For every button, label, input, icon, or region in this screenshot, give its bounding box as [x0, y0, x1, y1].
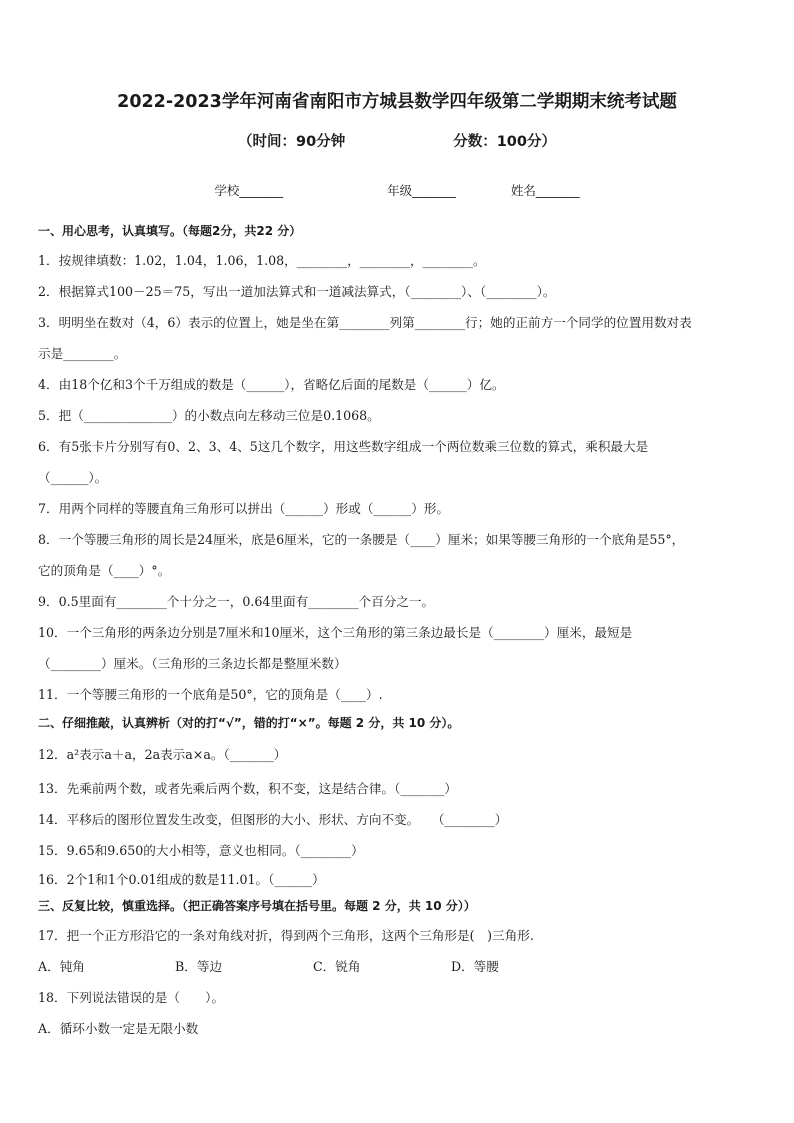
question-line: 16．2个1和1个0.01组成的数是11.01。（______）	[38, 872, 325, 887]
question-line: 14．平移后的图形位置发生改变，但图形的大小、形状、方向不变。 （________）	[38, 812, 508, 827]
school-field: 学校_______	[214, 183, 284, 198]
question-line: 9．0.5里面有________个十分之一，0.64里面有________个百分之一。	[38, 594, 435, 609]
question-line: 5．把（______________）的小数点向左移动三位是0.1068。	[38, 408, 380, 423]
question-line: 18．下列说法错误的是（ ）。	[38, 990, 225, 1005]
question-line: 7．用两个同样的等腰直角三角形可以拼出（______）形或（______）形。	[38, 501, 450, 516]
exam-time: （时间：90分钟	[238, 134, 346, 150]
choice-row	[38, 951, 762, 982]
section-heading: 三、反复比较，慎重选择。（把正确答案序号填在括号里。每题 2 分，共 10 分））	[38, 899, 476, 913]
question-line: 13．先乘前两个数，或者先乘后两个数，积不变，这是结合律。（_______）	[38, 781, 458, 796]
question-line: （______）。	[38, 470, 108, 485]
question-line: 8．一个等腰三角形的周长是24厘米，底是6厘米，它的一条腰是（____）厘米；如果等腰三角形的一个底角是55°，	[38, 532, 685, 547]
choice-c[interactable]: C．锐角	[313, 959, 361, 974]
grade-field: 年级_______	[387, 183, 456, 198]
question-line: 15．9.65和9.650的大小相等，意义也相同。（________）	[38, 843, 364, 858]
name-field: 姓名_______	[510, 183, 580, 198]
choice-b[interactable]: B．等边	[175, 959, 223, 974]
section-heading: 二、仔细推敲，认真辨析（对的打“√”，错的打“×”。每题 2 分，共 10 分）。	[38, 716, 460, 730]
question-line: 6．有5张卡片分别写有0、2、3、4、5这几个数字，用这些数字组成一个两位数乘三位数的算式，乘积最大是	[38, 439, 649, 454]
question-line: 11．一个等腰三角形的一个底角是50°，它的顶角是（____）.	[38, 687, 383, 702]
question-line: （________）厘米。（三角形的三条边长都是整厘米数）	[38, 656, 347, 671]
section-heading: 一、用心思考，认真填写。（每题2分，共22 分）	[38, 224, 302, 238]
question-line: 示是________。	[38, 346, 127, 361]
question-line: 12．a²表示a＋a，2a表示a×a。（_______）	[38, 747, 287, 762]
question-list	[38, 218, 762, 1044]
question-line: 1．按规律填数：1.02，1.04，1.06，1.08，________，________，________。	[38, 253, 486, 268]
page-title: 2022-2023学年河南省南阳市方城县数学四年级第二学期期末统考试题	[117, 92, 677, 112]
choice-line[interactable]: A．循环小数一定是无限小数	[38, 1021, 199, 1036]
question-line: 它的顶角是（____）°。	[38, 563, 171, 578]
question-line: 10．一个三角形的两条边分别是7厘米和10厘米，这个三角形的第三条边最长是（________）厘米，最短是	[38, 625, 633, 640]
student-info	[0, 181, 794, 199]
exam-score: 分数：100分）	[453, 134, 556, 150]
question-line: 17．把一个正方形沿它的一条对角线对折，得到两个三角形，这两个三角形是( )三角形.	[38, 928, 534, 943]
question-line: 2．根据算式100－25＝75，写出一道加法算式和一道减法算式，（________）、（________）。	[38, 284, 556, 299]
question-line: 4．由18个亿和3个千万组成的数是（______），省略亿后面的尾数是（______）亿。	[38, 377, 505, 392]
question-line: 3．明明坐在数对（4，6）表示的位置上，她是坐在第________列第________行；她的正前方一个同学的位置用数对表	[38, 315, 692, 330]
choice-d[interactable]: D．等腰	[451, 959, 499, 974]
exam-meta	[0, 130, 794, 151]
choice-a[interactable]: A．钝角	[38, 959, 85, 974]
